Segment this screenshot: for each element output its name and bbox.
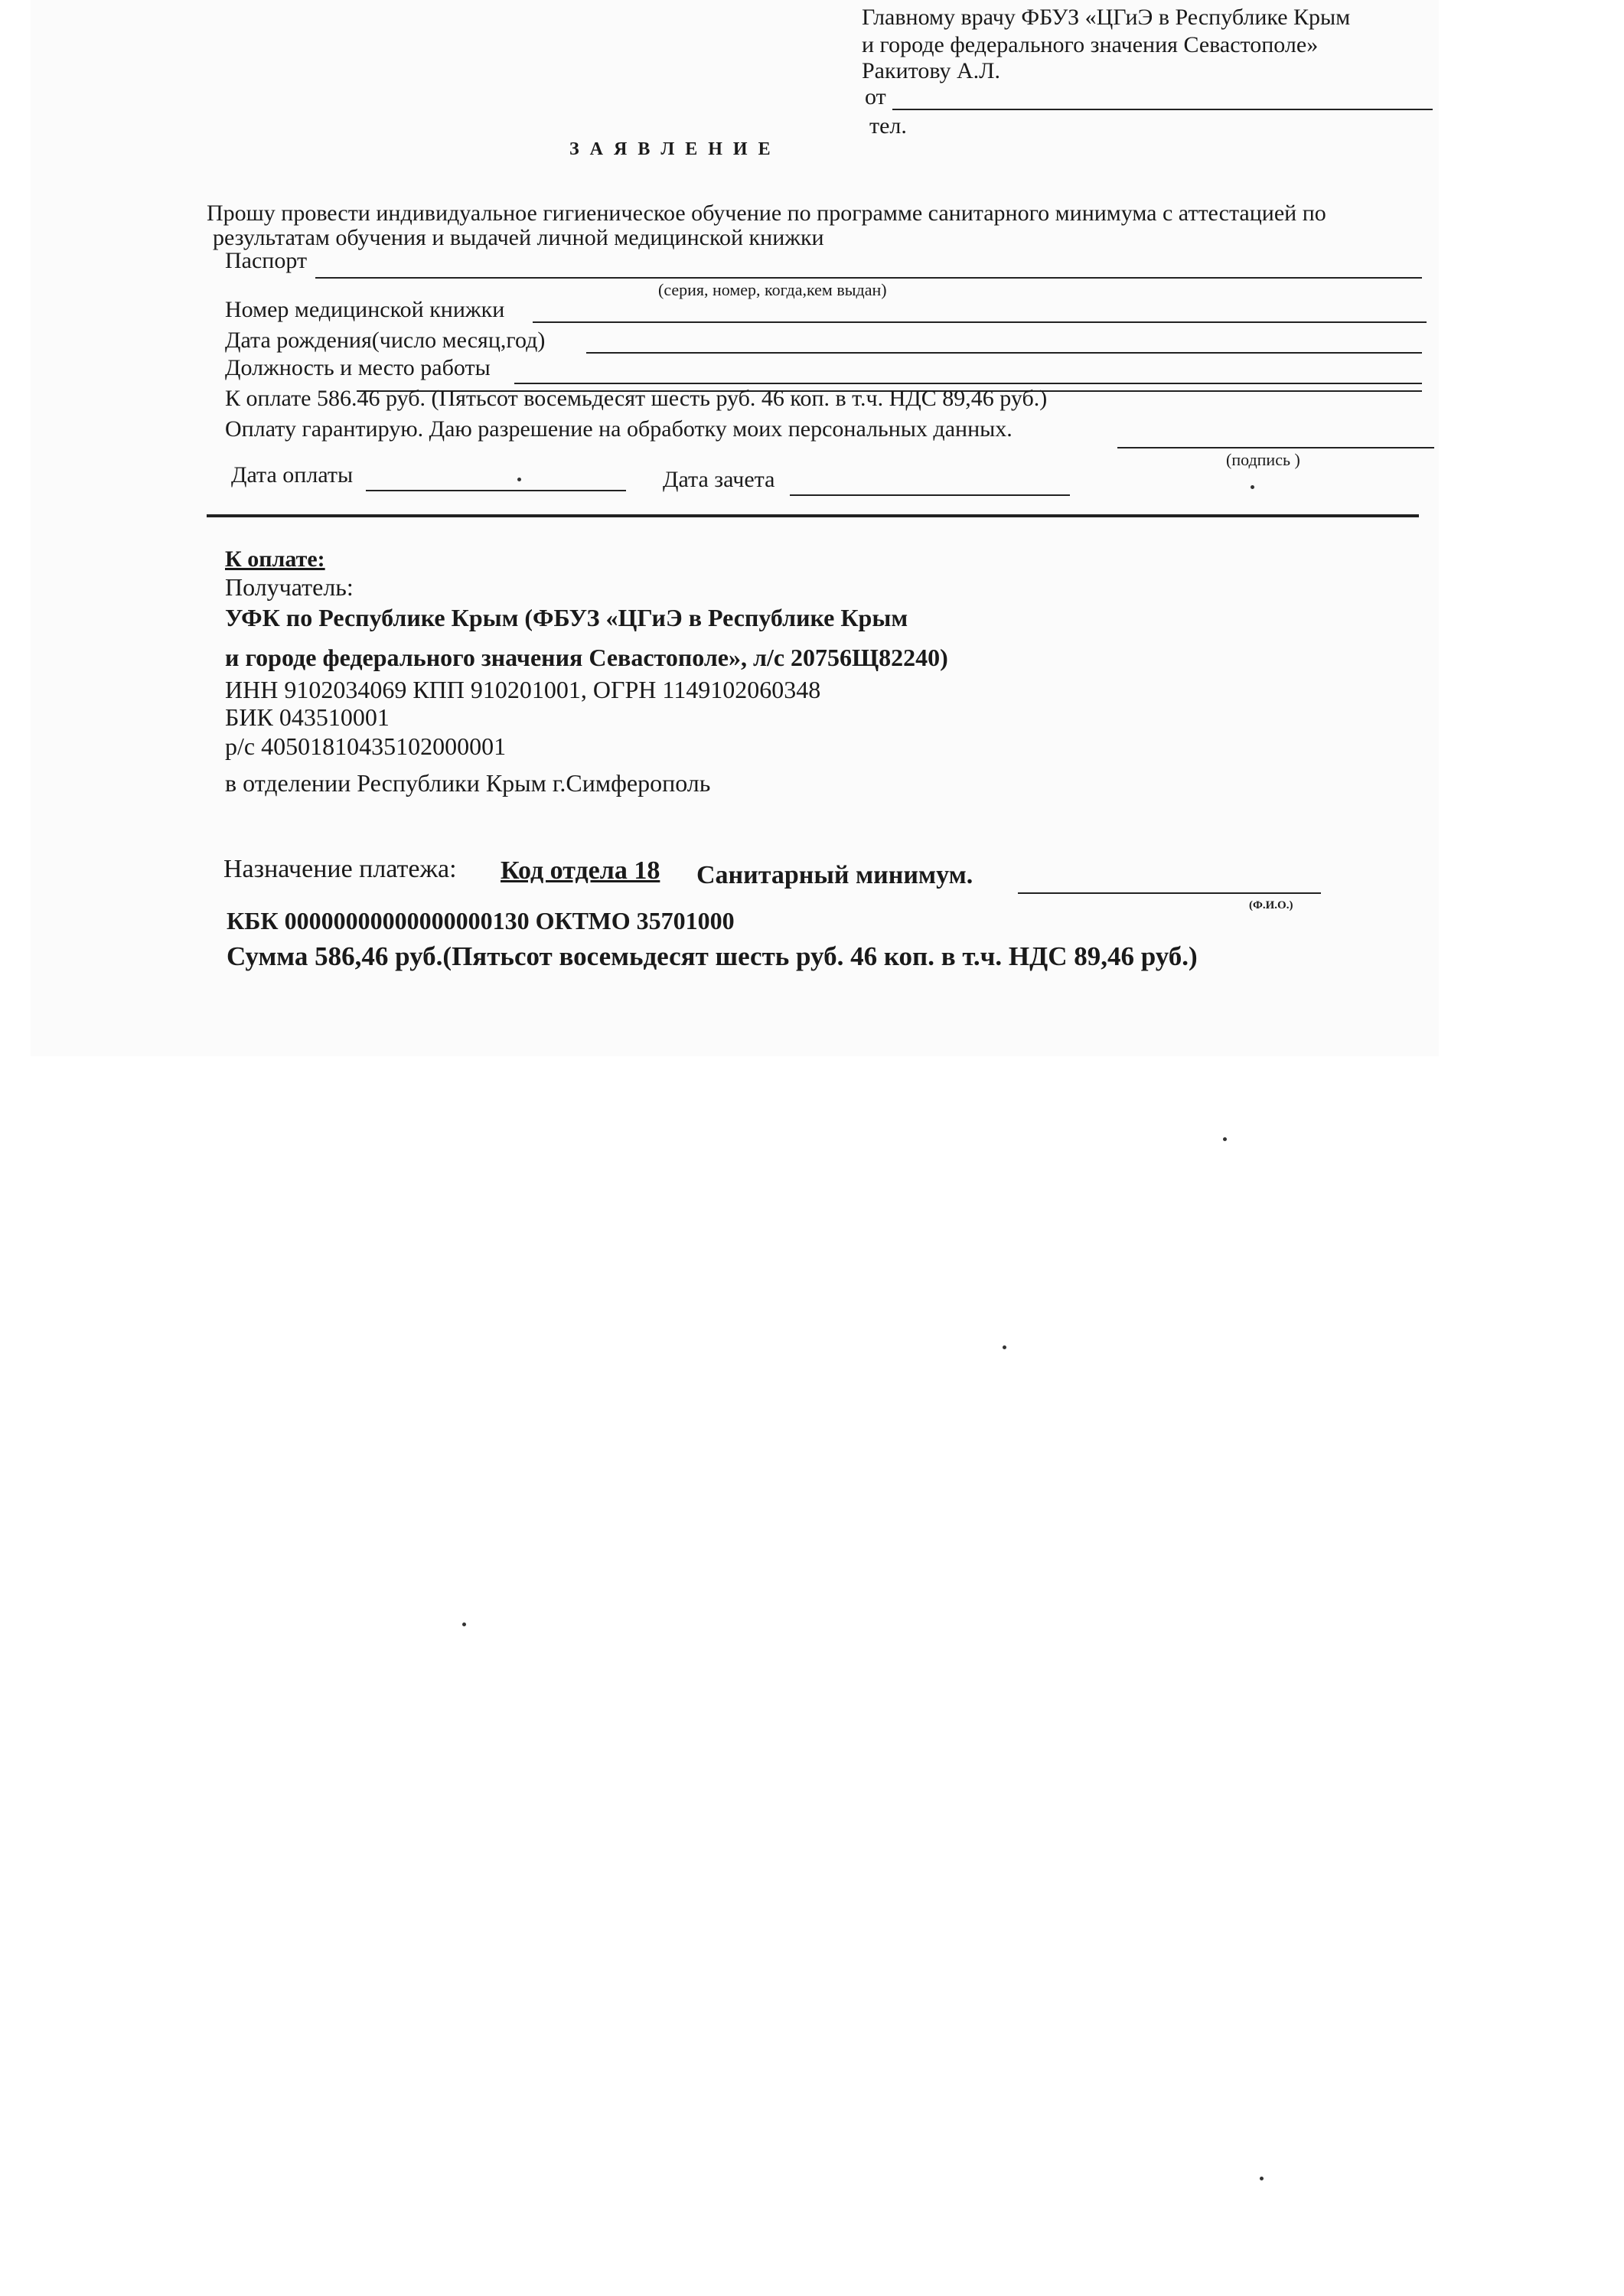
from-label: от — [865, 84, 886, 109]
birthdate-label: Дата рождения(число месяц,год) — [225, 328, 546, 353]
recipient-line-2: и городе федерального значения Севастополе», л/с 20756Щ82240) — [225, 644, 948, 671]
inn-line: ИНН 9102034069 КПП 910201001, ОГРН 1149102060348 — [225, 676, 821, 703]
addressee-line-3: Ракитову А.Л. — [862, 58, 1000, 83]
request-line-2: результатам обучения и выдачей личной медицинской книжки — [213, 225, 824, 250]
sum-line: Сумма 586,46 руб.(Пятьсот восемьдесят шесть руб. 46 коп. в т.ч. НДС 89,46 руб.) — [227, 941, 1198, 971]
scan-speck — [462, 1623, 466, 1626]
recipient-line-1: УФК по Республике Крым (ФБУЗ «ЦГиЭ в Республике Крым — [225, 604, 908, 631]
position-field-line[interactable] — [514, 383, 1422, 384]
request-line-1: Прошу провести индивидуальное гигиеническое обучение по программе санитарного минимума с аттестацией по — [207, 201, 1326, 226]
scan-speck — [517, 478, 521, 481]
passport-hint: (серия, номер, когда,кем выдан) — [658, 280, 887, 299]
document-title: З А Я В Л Е Н И Е — [569, 139, 774, 159]
kbk-line: КБК 00000000000000000130 ОКТМО 35701000 — [227, 907, 735, 934]
fio-field-line[interactable] — [1018, 892, 1321, 894]
addressee-line-1: Главному врачу ФБУЗ «ЦГиЭ в Республике Крым — [862, 5, 1351, 30]
medbook-field-line[interactable] — [533, 321, 1427, 323]
account-line: р/с 40501810435102000001 — [225, 732, 507, 760]
guarantee-line: Оплату гарантирую. Даю разрешение на обработку моих персональных данных. — [225, 416, 1013, 442]
bank-line: в отделении Республики Крым г.Симферополь — [225, 769, 711, 797]
section-divider — [207, 514, 1419, 517]
scan-speck — [1251, 485, 1254, 489]
fio-hint: (Ф.И.О.) — [1249, 899, 1293, 912]
scan-speck — [1260, 2177, 1264, 2180]
payment-amount-line: К оплате 586.46 руб. (Пятьсот восемьдесят шесть руб. 46 коп. в т.ч. НДС 89,46 руб.) — [225, 386, 1048, 411]
credit-date-label: Дата зачета — [663, 467, 775, 492]
phone-label: тел. — [869, 113, 907, 139]
credit-date-field-line[interactable] — [790, 494, 1070, 496]
recipient-label: Получатель: — [225, 573, 354, 601]
bik-line: БИК 043510001 — [225, 703, 390, 731]
signature-hint: (подпись ) — [1226, 450, 1300, 469]
passport-field-line[interactable] — [315, 277, 1422, 279]
payment-date-label: Дата оплаты — [231, 462, 354, 488]
birthdate-field-line[interactable] — [586, 352, 1422, 354]
from-field-line[interactable] — [892, 109, 1433, 110]
purpose-code: Код отдела 18 — [501, 856, 660, 885]
purpose-label: Назначение платежа: — [223, 855, 457, 883]
medbook-label: Номер медицинской книжки — [225, 297, 505, 322]
addressee-line-2: и городе федерального значения Севастополе» — [862, 32, 1319, 57]
signature-field-line[interactable] — [1117, 447, 1434, 448]
passport-label: Паспорт — [225, 248, 308, 273]
purpose-text: Санитарный минимум. — [696, 861, 973, 889]
scan-speck — [1003, 1345, 1006, 1349]
scan-speck — [1223, 1137, 1227, 1141]
payment-date-field-line[interactable] — [366, 490, 626, 491]
payment-heading: К оплате: — [225, 546, 325, 572]
position-label: Должность и место работы — [225, 355, 491, 380]
